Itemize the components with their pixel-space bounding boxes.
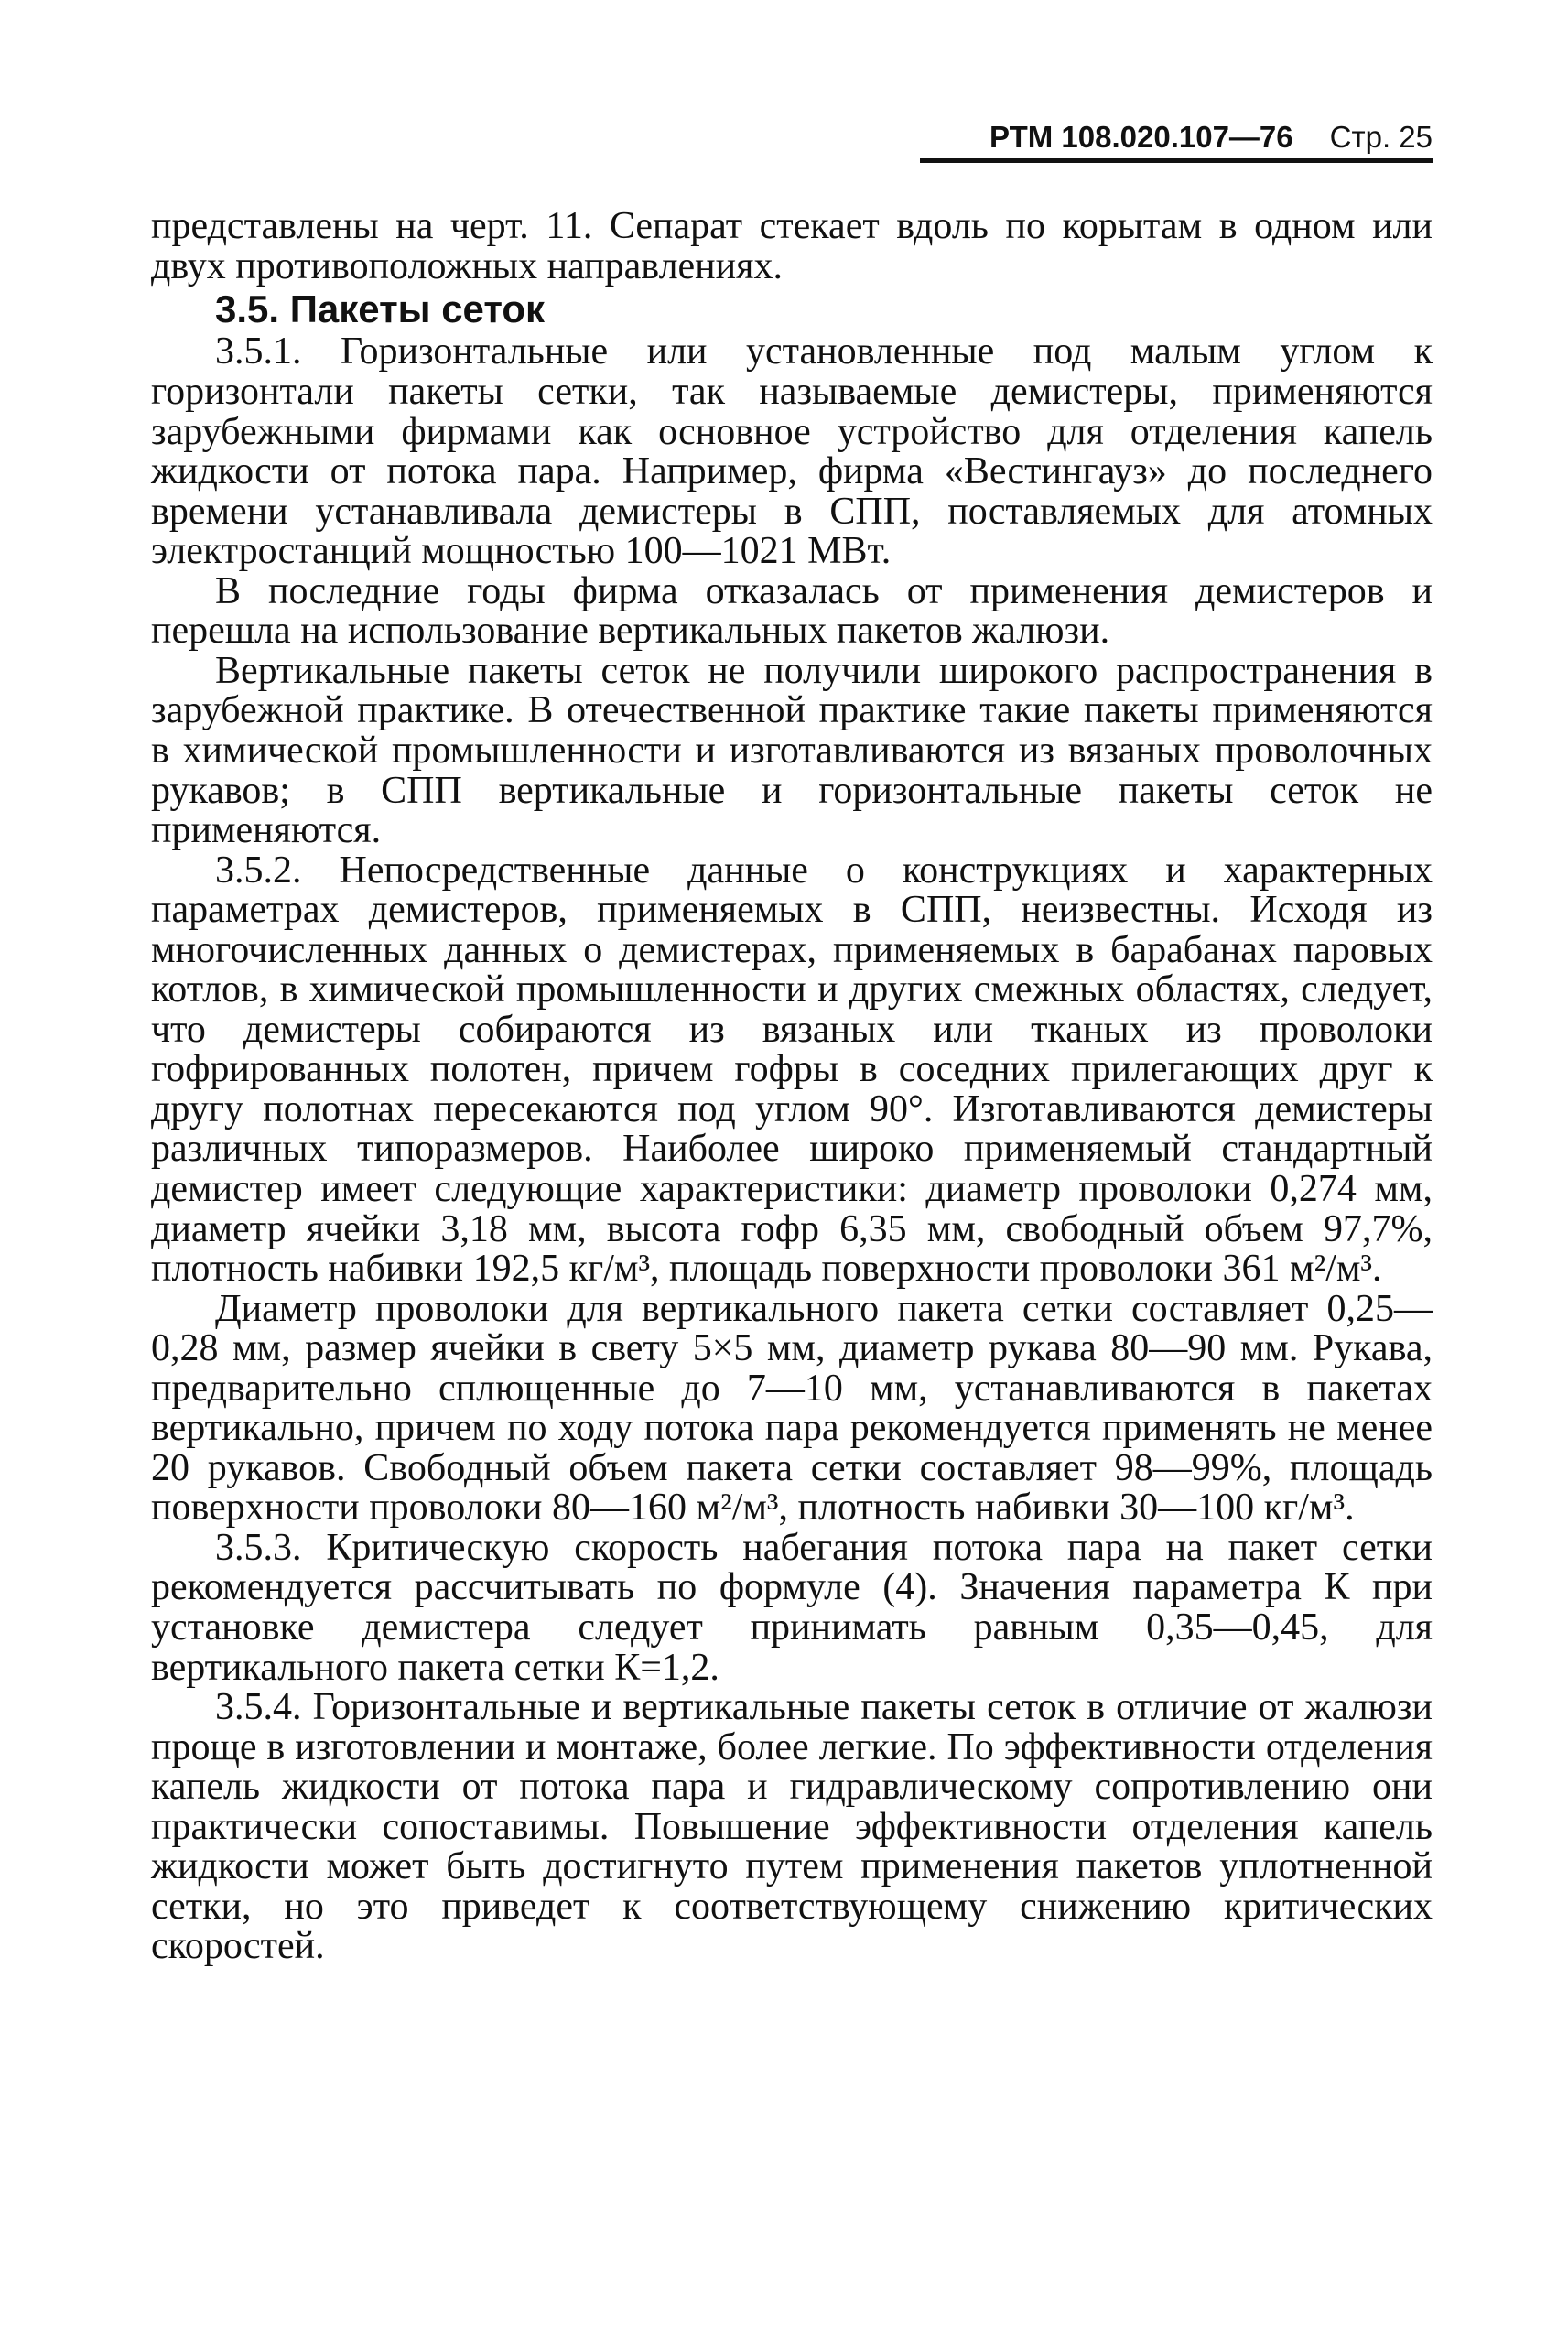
body-text [151,207,1433,1967]
paragraph-3-5-4: 3.5.4. Горизонтальные и вертикальные пакеты сеток в отличие от жалюзи проще в изготовлении и монтаже, более легкие. По эффективности отделения капель жидкости от потока пара и гидравлическому сопротивлению они практически сопоставимы. Повышение эффективности отделения капель жидкости может быть достигнуто путем применения пакетов уплотненной сетки, но это приведет к соответствующему снижению критических скоростей. [151,1686,1433,1968]
paragraph-continued: представлены на черт. 11. Сепарат стекает вдоль по корытам в одном или двух противоположных направлениях. [151,205,1433,287]
document-code: РТМ 108.020.107—76 [989,120,1293,154]
paragraph-3-5-1: 3.5.1. Горизонтальные или установленные под малым углом к горизонтали пакеты сетки, так называемые демистеры, применяются зарубежными фирмами как основное устройство для отделения капель жидкости от потока пара. Например, фирма «Вестингауз» до последнего времени устанавливала демистеры в СПП, поставляемых для атомных электростанций мощностью 100—1021 МВт. [151,330,1433,573]
section-heading: 3.5. Пакеты сеток [215,287,546,331]
paragraph-3-5-2: 3.5.2. Непосредственные данные о конструкциях и характерных параметрах демистеров, применяемых в СПП, неизвестны. Исходя из многочисленных данных о демистерах, применяемых в барабанах паровых котлов, в химической промышленности и других смежных областях, следует, что демистеры собираются из вязаных или тканых из проволоки гофрированных полотен, причем гофры в соседних прилегающих друг к другу полотнах пересекаются под углом 90°. Изготавливаются демистеры различных типоразмеров. Наиболее широко применяемый стандартный демистер имеет следующие характеристики: диаметр проволоки 0,274 мм, диаметр ячейки 3,18 мм, высота гофр 6,35 мм, свободный объем 97,7%, плотность набивки 192,5 кг/м³, площадь поверхности проволоки 361 м²/м³. [151,849,1433,1291]
paragraph-wire-diameter: Диаметр проволоки для вертикального пакета сетки составляет 0,25—0,28 мм, размер ячейки в свету 5×5 мм, диаметр рукава 80—90 мм. Рукава, предварительно сплющенные до 7—10 мм, устанавливаются в пакетах вертикально, причем по ходу потока пара рекомендуется применять не менее 20 рукавов. Свободный объем пакета сетки составляет 98—99%, площадь поверхности проволоки 80—160 м²/м³, плотность набивки 30—100 кг/м³. [151,1287,1433,1530]
paragraph-vertical-packets: Вертикальные пакеты сеток не получили широкого распространения в зарубежной практике. В отечественной практике такие пакеты применяются в химической промышленности и изготавливаются из вязаных проволочных рукавов; в СПП вертикальные и горизонтальные пакеты сеток не применяются. [151,649,1433,852]
page-number: Стр. 25 [1329,120,1433,154]
paragraph-3-5-3: 3.5.3. Критическую скорость набегания потока пара на пакет сетки рекомендуется рассчитывать по формуле (4). Значения параметра К при установке демистера следует принимать равным 0,35—0,45, для вертикального пакета сетки К=1,2. [151,1526,1433,1689]
paragraph-westinghouse-change: В последние годы фирма отказалась от применения демистеров и перешла на использование вертикальных пакетов жалюзи. [151,569,1433,653]
running-header [920,108,1433,163]
